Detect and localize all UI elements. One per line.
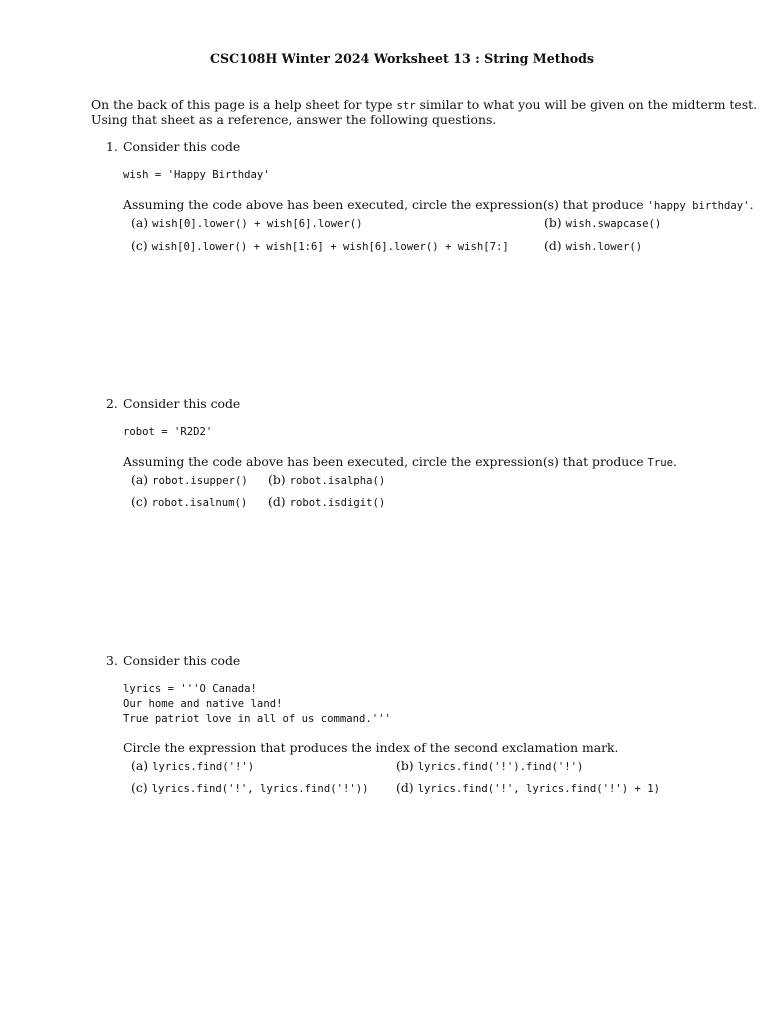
option-code: robot.isalpha() (289, 475, 386, 487)
q3-option-d (396, 780, 660, 795)
option-code: lyrics.find('!', lyrics.find('!') + 1) (417, 783, 660, 795)
option-label: (d) (268, 494, 286, 509)
option-label: (b) (268, 472, 286, 487)
option-code: robot.isdigit() (289, 497, 386, 509)
q2-prompt: Consider this code (123, 396, 241, 411)
q2-option-c (131, 494, 247, 509)
q2-code: robot = 'R2D2' (123, 426, 213, 438)
intro-text-end: similar to what you will be given on the midterm test. (415, 97, 758, 112)
q3-prompt: Consider this code (123, 653, 241, 668)
option-label: (c) (131, 780, 148, 795)
q3-code-line-3: True patriot love in all of us command.''' (123, 713, 391, 725)
page-title: CSC108H Winter 2024 Worksheet 13 : String Methods (209, 51, 595, 66)
q2-number: 2. (106, 396, 118, 411)
option-label: (a) (131, 758, 149, 773)
q3-option-b (396, 758, 583, 773)
q3-option-a (131, 758, 254, 773)
q2-instruction-end: . (673, 454, 677, 469)
q3-option-c (131, 780, 368, 795)
q2-option-d (268, 494, 385, 509)
option-label: (c) (131, 238, 148, 253)
option-label: (d) (544, 238, 562, 253)
q1-option-c (131, 238, 509, 253)
option-label: (a) (131, 472, 149, 487)
q1-instruction-code: 'happy birthday' (647, 200, 750, 212)
q2-option-b (268, 472, 385, 487)
option-code: wish.lower() (565, 241, 643, 253)
option-code: wish[0].lower() + wish[1:6] + wish[6].lower() + wish[7:] (151, 241, 509, 253)
option-code: lyrics.find('!') (152, 761, 255, 773)
q2-instruction-text: Assuming the code above has been executed, circle the expression(s) that produce (123, 454, 648, 469)
q1-option-a (131, 215, 363, 230)
q1-prompt: Consider this code (123, 139, 241, 154)
q2-instruction (123, 454, 677, 469)
option-code: lyrics.find('!', lyrics.find('!')) (151, 783, 369, 795)
option-code: wish.swapcase() (565, 218, 662, 230)
q3-instruction: Circle the expression that produces the index of the second exclamation mark. (123, 740, 619, 755)
option-label: (b) (396, 758, 414, 773)
option-label: (d) (396, 780, 414, 795)
q1-number: 1. (106, 139, 118, 154)
option-label: (b) (544, 215, 562, 230)
q1-option-b (544, 215, 661, 230)
intro-line-2: Using that sheet as a reference, answer the following questions. (91, 112, 497, 127)
q1-code: wish = 'Happy Birthday' (123, 169, 270, 181)
option-code: robot.isupper() (152, 475, 248, 487)
option-label: (a) (131, 215, 149, 230)
q1-instruction-text: Assuming the code above has been executed, circle the expression(s) that produce (123, 197, 648, 212)
option-code: robot.isalnum() (151, 497, 248, 509)
q3-code-line-1: lyrics = '''O Canada! (123, 683, 257, 695)
option-code: wish[0].lower() + wish[6].lower() (152, 218, 363, 230)
q2-instruction-code: True (647, 457, 674, 469)
q3-code-line-2: Our home and native land! (123, 698, 283, 710)
q3-number: 3. (106, 653, 118, 668)
q1-instruction-end: . (749, 197, 754, 212)
q1-instruction (123, 197, 754, 212)
q2-option-a (131, 472, 248, 487)
intro-text: On the back of this page is a help sheet for type (91, 97, 397, 112)
intro-code: str (396, 100, 416, 112)
option-label: (c) (131, 494, 148, 509)
option-code: lyrics.find('!').find('!') (417, 761, 584, 773)
q1-option-d (544, 238, 642, 253)
